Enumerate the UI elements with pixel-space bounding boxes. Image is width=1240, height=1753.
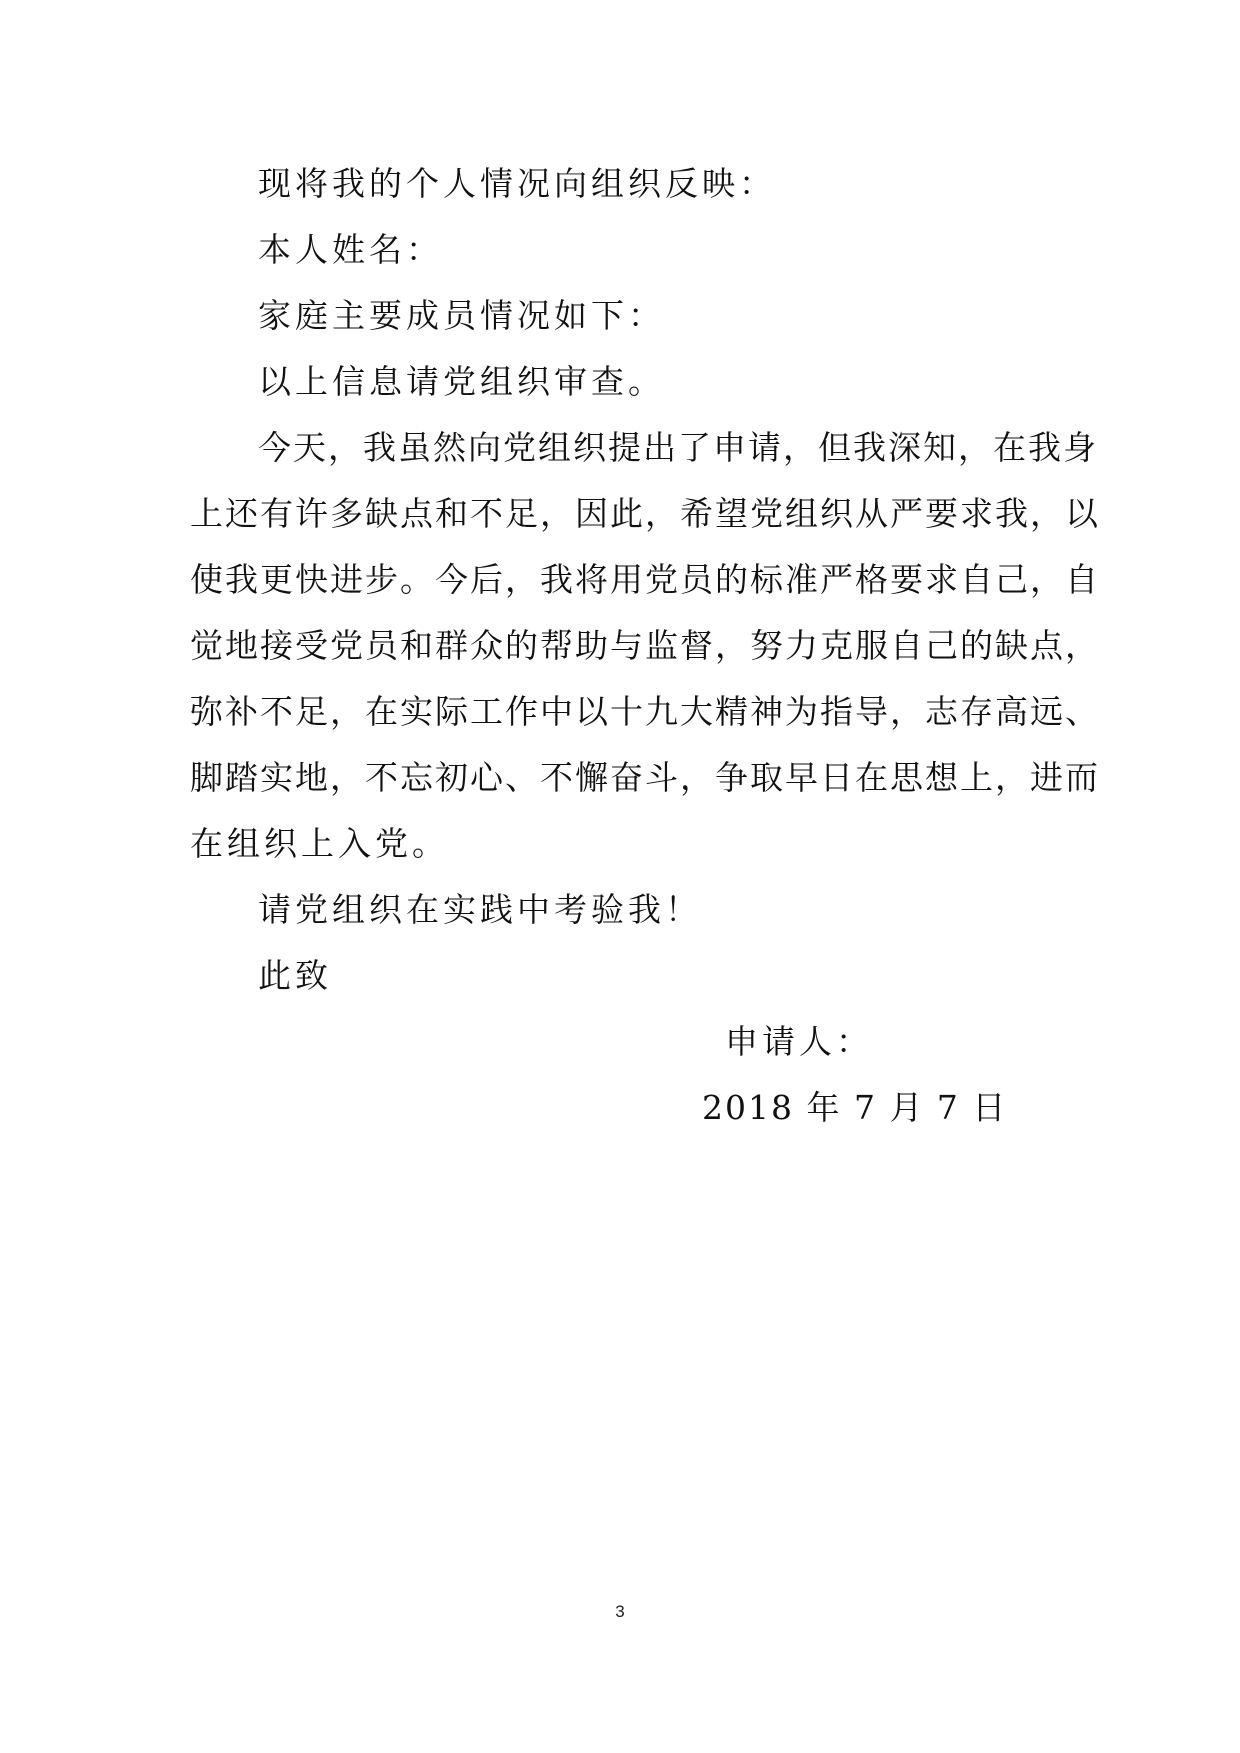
closing-request-line: 请党组织在实践中考验我！ — [258, 890, 702, 929]
application-date: 2018 年 7 月 7 日 — [702, 1088, 1008, 1127]
paragraph-line-2: 上还有许多缺点和不足，因此，希望党组织从严要求我，以 — [190, 494, 1100, 533]
paragraph-line-5: 弥补不足，在实际工作中以十九大精神为指导，志存高远、 — [190, 692, 1100, 731]
page-number: 3 — [615, 1602, 625, 1621]
applicant-signature-label: 申请人： — [725, 1022, 873, 1061]
review-line: 以上信息请党组织审查。 — [258, 362, 665, 401]
paragraph-line-6: 脚踏实地，不忘初心、不懈奋斗，争取早日在思想上，进而 — [190, 758, 1100, 797]
paragraph-line-4: 觉地接受党员和群众的帮助与监督，努力克服自己的缺点， — [190, 626, 1100, 665]
paragraph-line-1: 今天，我虽然向党组织提出了申请，但我深知，在我身 — [258, 428, 1098, 467]
paragraph-line-3: 使我更快进步。今后，我将用党员的标准严格要求自己，自 — [190, 560, 1100, 599]
family-line: 家庭主要成员情况如下： — [258, 296, 665, 335]
name-line: 本人姓名： — [258, 230, 443, 269]
intro-line: 现将我的个人情况向组织反映： — [258, 164, 776, 203]
salutation-line: 此致 — [258, 956, 332, 995]
paragraph-line-7: 在组织上入党。 — [190, 824, 449, 863]
